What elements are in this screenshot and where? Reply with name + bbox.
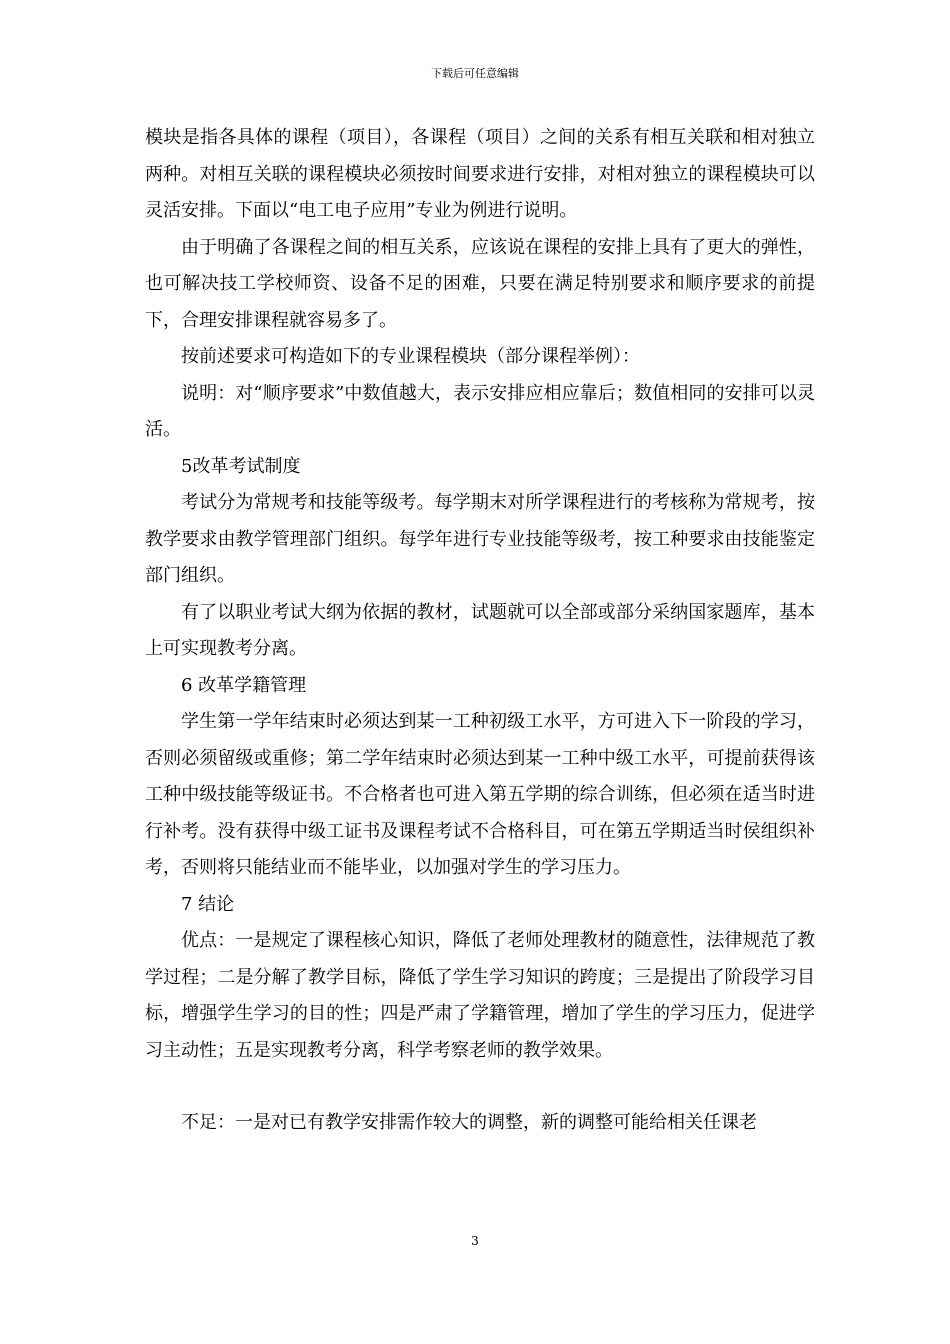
paragraph-module-construction: 按前述要求可构造如下的专业课程模块（部分课程举例）： — [181, 346, 640, 367]
section-heading-registry-reform: 6 改革学籍管理 — [181, 674, 307, 696]
section-heading-conclusion: 7 结论 — [181, 893, 235, 915]
paragraph-exam-types: 考试分为常规考和技能等级考。每学期末对所学课程进行的考核称为常规考，按教学要求由教学管理部门组织。每学年进行专业技能等级考，按工种要求由技能鉴定部门组织。 — [145, 492, 815, 586]
page-header: 下载后可任意编辑 — [431, 67, 519, 80]
section-heading-exam-reform: 5改革考试制度 — [181, 455, 301, 477]
paragraph-gap — [145, 1069, 815, 1105]
document-body — [145, 120, 815, 1142]
paragraph-course-flexibility: 由于明确了各课程之间的相互关系，应该说在课程的安排上具有了更大的弹性，也可解决技工学校师资、设备不足的困难，只要在满足特别要求和顺序要求的前提下，合理安排课程就容易多了。 — [145, 236, 815, 331]
paragraph-order-note: 说明：对“顺序要求”中数值越大，表示安排应相应靠后；数值相同的安排可以灵活。 — [145, 382, 815, 440]
paragraph-exam-separation: 有了以职业考试大纲为依据的教材，试题就可以全部或部分采纳国家题库，基本上可实现教考分离。 — [145, 601, 815, 659]
paragraph-disadvantages: 不足：一是对已有教学安排需作较大的调整，新的调整可能给相关任课老 — [181, 1112, 757, 1133]
paragraph-module-definition: 模块是指各具体的课程（项目），各课程（项目）之间的关系有相互关联和相对独立两种。对相互关联的课程模块必须按时间要求进行安排，对相对独立的课程模块可以灵活安排。下面以“电工电子应用”专业为例进行说明。 — [145, 127, 815, 221]
page-number: 3 — [471, 1234, 479, 1248]
paragraph-advantages: 优点：一是规定了课程核心知识，降低了老师处理教材的随意性，法律规范了教学过程；二是分解了教学目标，降低了学生学习知识的跨度；三是提出了阶段学习目标，增强学生学习的目的性；四是严肃了学籍管理，增加了学生的学习压力，促进学习主动性；五是实现教考分离，科学考察老师的教学效果。 — [145, 930, 815, 1061]
paragraph-registry-rules: 学生第一学年结束时必须达到某一工种初级工水平，方可进入下一阶段的学习，否则必须留级或重修；第二学年结束时必须达到某一工种中级工水平，可提前获得该工种中级技能等级证书。不合格者也可进入第五学期的综合训练，但必须在适当时进行补考。没有获得中级工证书及课程考试不合格科目，可在第五学期适当时侯组织补考，否则将只能结业而不能毕业，以加强对学生的学习压力。 — [145, 711, 815, 878]
